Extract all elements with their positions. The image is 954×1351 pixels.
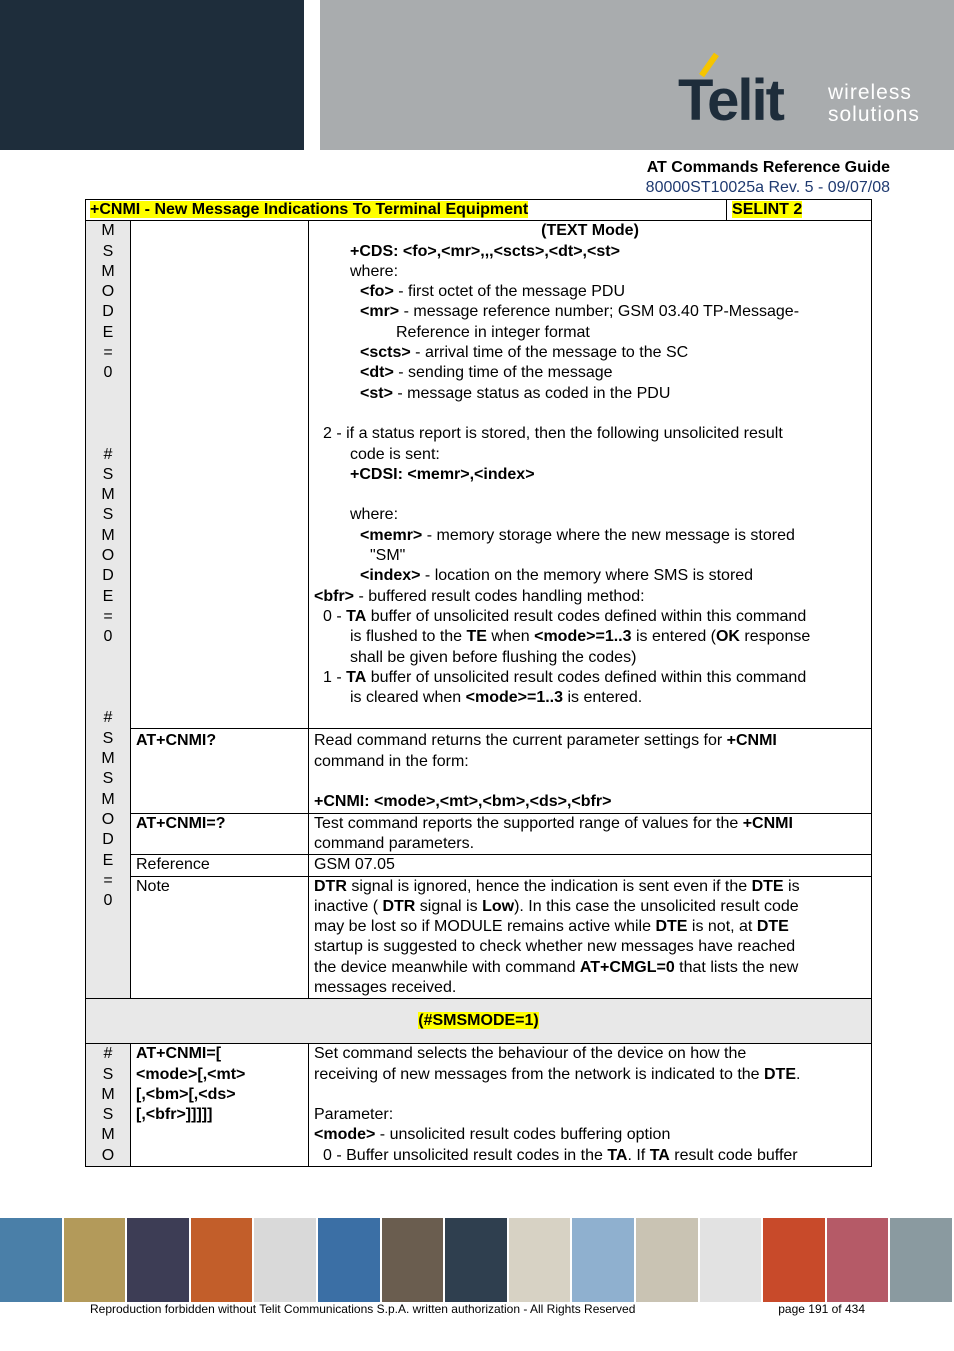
smsmode-side-label	[86, 221, 131, 999]
set-command-row: # S M S M O AT+CNMI=[ <mode>[,<mt> [,<bm>[,<ds> [,<bfr>]]]]] Set command selects the behaviour of the device on how the receiving of new messages from the network is indicated to the DTE. Parameter: <mode> - unsolicited result codes buffering option 0 - Buffer unsolicited result codes in the TA. If TA result code buffer	[86, 1044, 872, 1167]
footer-photo-tile	[572, 1218, 634, 1302]
side-letter: O	[101, 810, 115, 828]
footer-photo-tile	[191, 1218, 253, 1302]
note-row: Note DTR signal is ignored, hence the indication is sent even if the DTE is inactive ( DTR signal is Low). In this case the unsolicited result code may be lost so if MODULE remains active while DTE is not, at DTE startup is suggested to check whether new messages have reached the device meanwhile with command AT+CMGL=0 that lists the new messages received.	[86, 876, 872, 999]
side-letter: D	[102, 303, 114, 321]
param-line: <st> - message status as coded in the PDU	[360, 384, 671, 402]
side-letter: M	[101, 750, 115, 768]
text-mode-row	[86, 221, 872, 729]
side-letter: #	[103, 445, 113, 463]
footer-photo-tile	[827, 1218, 889, 1302]
footer-photo-tile	[763, 1218, 825, 1302]
footer-photo-tile	[254, 1218, 316, 1302]
test-command-row: AT+CNMI=? Test command reports the supported range of values for the +CNMI command parameters.	[86, 813, 872, 855]
side-letter: #	[103, 1045, 113, 1063]
side-letter: S	[102, 1106, 114, 1124]
header-dark-panel	[0, 0, 304, 150]
side-letter: M	[101, 1126, 115, 1144]
footer-photo-tile	[700, 1218, 762, 1302]
text-mode-content: (TEXT Mode) +CDS: <fo>,<mr>,,,<scts>,<dt>,<st> where: <fo> - first octet of the message PDU <mr> - message reference number; GSM 03.40 TP-Message- Reference in integer format <scts> - arrival time of the message to the SC <dt> - sending time of the message <st> - message status as coded in the PDU 2 - if a status report is stored, then the following unsolicited result code is sent: +CDSI: <memr>,<index> where: <memr> - memory storage where the new message is stored "SM" <index> - location on the memory where SMS is stored <bfr> - buffered result codes handling method: 0 - TA buffer of unsolicited result codes defined within this command is flushed to the TE when <mode>=1..3 is entered (OK response shall be given before flushing the codes) 1 - TA buffer of unsolicited result codes defined within this command is cleared when <mode>=1..3 is entered.	[309, 221, 872, 729]
param-line: Reference in integer format	[396, 323, 590, 341]
side-letter	[86, 424, 130, 444]
footer-photo-tile	[636, 1218, 698, 1302]
side-letter: E	[102, 323, 114, 341]
cnmi-command-table	[85, 199, 872, 1167]
side-letter: D	[102, 831, 114, 849]
side-letter: 0	[103, 628, 113, 646]
smsmode1-side-label	[86, 1044, 131, 1167]
footer-rights: Reproduction forbidden without Telit Communications S.p.A. written authorization - All Rights Reserved	[90, 1302, 636, 1316]
smsmode1-section-row	[86, 999, 872, 1044]
side-letter: S	[102, 770, 114, 788]
side-letter: =	[103, 607, 113, 625]
set-command-line: <mode>[,<mt>	[136, 1065, 246, 1083]
reference-row: Reference GSM 07.05	[86, 855, 872, 876]
selint-badge: SELINT 2	[732, 201, 803, 218]
side-letter: M	[101, 1085, 115, 1103]
telit-logo	[678, 52, 928, 132]
smsmode1-heading: (#SMSMODE=1)	[418, 1012, 539, 1030]
side-letter: S	[102, 729, 114, 747]
side-letter	[86, 688, 130, 708]
side-letter	[86, 404, 130, 424]
set-command-line: AT+CNMI=[	[136, 1045, 222, 1063]
set-command	[131, 1044, 309, 1167]
document-title: AT Commands Reference Guide	[646, 159, 890, 176]
side-letter: S	[102, 242, 114, 260]
footer-photo-tile	[0, 1218, 62, 1302]
side-letter: S	[102, 465, 114, 483]
side-letter: =	[103, 871, 113, 889]
set-command-line: [,<bfr>]]]]]	[136, 1106, 213, 1124]
side-letter: 0	[103, 364, 113, 382]
param-line: <scts> - arrival time of the message to the SC	[360, 344, 689, 362]
side-letter: M	[101, 790, 115, 808]
side-letter: D	[102, 567, 114, 585]
side-letter: O	[101, 547, 115, 565]
set-command-line: [,<bm>[,<ds>	[136, 1085, 236, 1103]
param-line: <fo> - first octet of the message PDU	[360, 283, 625, 301]
side-letter: O	[101, 283, 115, 301]
side-letter	[86, 668, 130, 688]
footer-photo-tile	[318, 1218, 380, 1302]
param-line: <mr> - message reference number; GSM 03.40 TP-Message-	[360, 303, 800, 321]
page-number: page 191 of 434	[778, 1302, 865, 1316]
footer-photo-tile	[64, 1218, 126, 1302]
footer-photo-tile	[509, 1218, 571, 1302]
side-letter: E	[102, 587, 114, 605]
read-command: AT+CNMI?	[131, 729, 309, 813]
side-letter: M	[101, 222, 115, 240]
footer-photo-tile	[445, 1218, 507, 1302]
test-command: AT+CNMI=?	[131, 813, 309, 855]
footer-image-strip	[0, 1218, 954, 1302]
side-letter: 0	[103, 892, 113, 910]
footer-photo-tile	[890, 1218, 952, 1302]
side-letter: S	[102, 1065, 114, 1083]
table-title-row	[86, 200, 872, 221]
footer-photo-tile	[382, 1218, 444, 1302]
param-line: <dt> - sending time of the message	[360, 364, 613, 382]
document-code: 80000ST10025a Rev. 5 - 09/07/08	[645, 179, 890, 196]
read-command-row: AT+CNMI? Read command returns the current parameter settings for +CNMI command in the form: +CNMI: <mode>,<mt>,<bm>,<ds>,<bfr>	[86, 729, 872, 813]
side-letter	[86, 384, 130, 404]
side-letter: O	[101, 1146, 115, 1164]
side-letter: E	[102, 851, 114, 869]
side-letter: M	[101, 486, 115, 504]
side-letter: #	[103, 709, 113, 727]
side-letter: =	[103, 344, 113, 362]
side-letter: M	[101, 262, 115, 280]
logo-subtitle: wireless solutions	[828, 81, 920, 126]
command-title: +CNMI - New Message Indications To Terminal Equipment	[90, 201, 529, 218]
logo-text: Telit	[678, 68, 783, 133]
footer-photo-tile	[127, 1218, 189, 1302]
side-letter: S	[102, 506, 114, 524]
side-letter	[86, 648, 130, 668]
side-letter: M	[101, 526, 115, 544]
